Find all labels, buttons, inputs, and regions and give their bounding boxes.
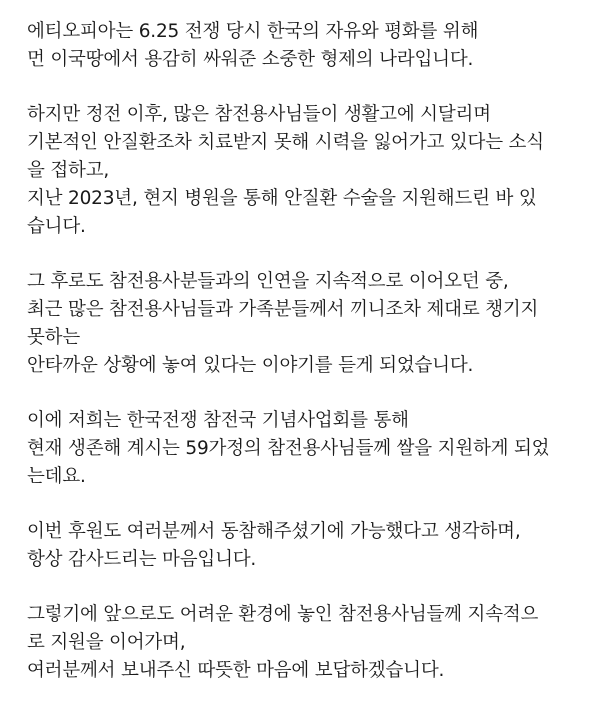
text-line: 현재 생존해 계시는 59가정의 참전용사님들께 쌀을 지원하게 되었 [27,438,550,459]
paragraph-rice-support [27,407,592,491]
text-line: 그 후로도 참전용사분들과의 인연을 지속적으로 이어오던 중, [27,271,509,292]
text-line: 못하는 [27,327,81,348]
text-line: 항상 감사드리는 마음입니다. [27,549,257,570]
paragraph-situation [27,268,592,380]
text-line: 을 접하고, [27,160,110,181]
text-line: 그렇기에 앞으로도 어려운 환경에 놓인 참전용사님들께 지속적으 [27,604,539,625]
text-line: 최근 많은 참전용사님들과 가족분들께서 끼니조차 제대로 챙기지 [27,299,539,320]
paragraph-eye-surgery [27,101,592,241]
text-line: 습니다. [27,216,86,237]
paragraph-intro [27,18,592,74]
text-line: 는데요. [27,466,86,487]
text-line: 기본적인 안질환조차 치료받지 못해 시력을 잃어가고 있다는 소식 [27,132,544,153]
text-line: 로 지원을 이어가며, [27,632,186,653]
text-line: 안타까운 상황에 놓여 있다는 이야기를 듣게 되었습니다. [27,355,474,376]
paragraph-thanks [27,518,592,574]
paragraph-closing [27,601,592,685]
text-line: 이번 후원도 여러분께서 동참해주셨기에 가능했다고 생각하며, [27,521,521,542]
text-line: 여러분께서 보내주신 따뜻한 마음에 보답하겠습니다. [27,660,445,681]
text-line: 이에 저희는 한국전쟁 참전국 기념사업회를 통해 [27,410,409,431]
text-line: 지난 2023년, 현지 병원을 통해 안질환 수술을 지원해드린 바 있 [27,188,537,209]
text-line: 하지만 정전 이후, 많은 참전용사님들이 생활고에 시달리며 [27,104,491,125]
text-line: 에티오피아는 6.25 전쟁 당시 한국의 자유와 평화를 위해 [27,21,479,42]
text-line: 먼 이국땅에서 용감히 싸워준 소중한 형제의 나라입니다. [27,49,474,70]
